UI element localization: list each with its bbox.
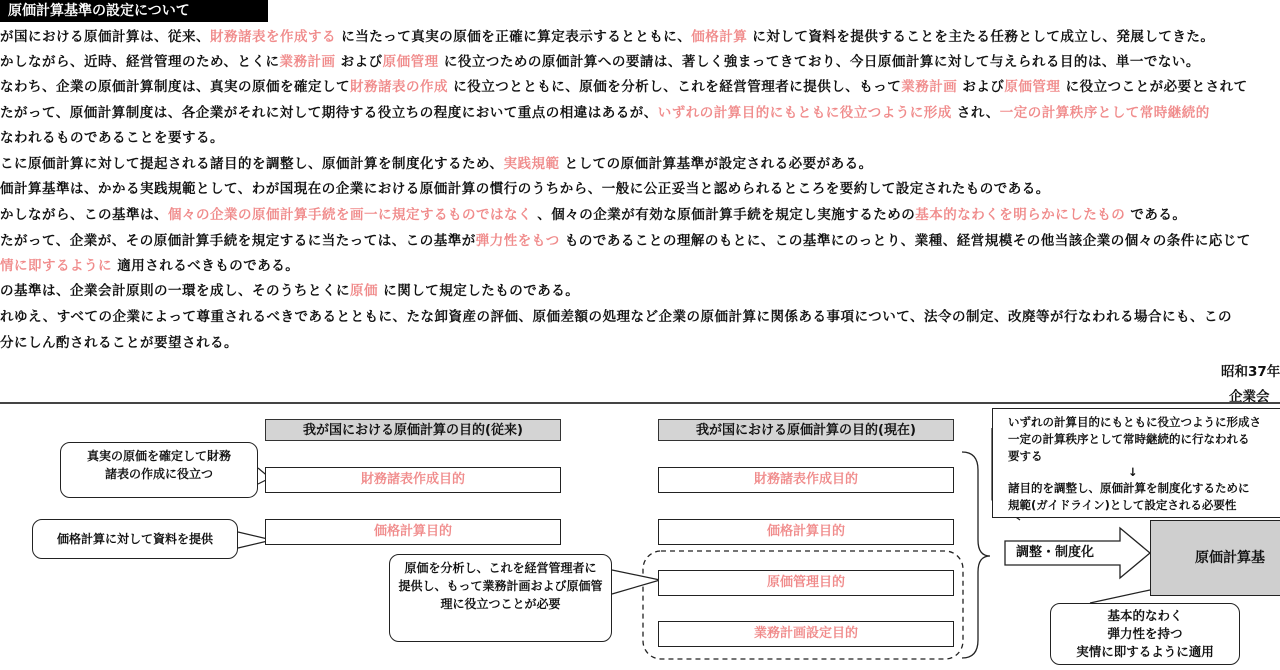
highlight-text: 原価: [350, 283, 378, 299]
text-span: 、個々の企業が有効な原価計算手続を規定し実施するための: [532, 207, 916, 223]
text-span: および: [335, 54, 383, 70]
callout-3-pointer: [612, 570, 660, 594]
down-arrow-icon: ↓: [1128, 465, 1138, 479]
text-span: 適用されるべきものである。: [112, 258, 300, 274]
brace: [962, 452, 990, 658]
text-span: かしながら、近時、経営管理のため、とくに: [0, 54, 280, 70]
highlight-text: 弾力性をもつ: [475, 233, 560, 249]
text-span: の基準は、企業会計原則の一環を成し、そのうちとくに: [0, 283, 350, 299]
highlight-text: 業務計画: [279, 54, 336, 70]
highlight-text: 財務諸表を作成する: [210, 29, 336, 45]
highlight-text: 財務諸表の作成: [350, 79, 448, 95]
bottom-connector: [1090, 590, 1150, 603]
right-note-line-5: 規範(ガイドライン)として設定される必要性: [1008, 498, 1237, 512]
page-title: 原価計算基準の設定について: [0, 0, 268, 22]
callout-pricing: 価格計算に対して資料を提供: [32, 519, 238, 559]
bottom-callout-line-3: 実情に即するように適用: [1076, 644, 1214, 659]
right-note-line-3: 要する: [1008, 449, 1043, 463]
left-box-pricing: 価格計算目的: [265, 519, 561, 545]
text-span: である。: [1125, 207, 1187, 223]
text-span: に役立つとともに、原価を分析し、これを経営管理者に提供し、もって: [448, 79, 902, 95]
highlight-text: 実践規範: [503, 156, 560, 172]
arrow-label: 調整・制度化: [1016, 545, 1095, 560]
callout-financial-line-2: 諸表の作成に役立つ: [104, 467, 213, 481]
text-span: れゆえ、すべての企業によって尊重されるべきであるとともに、たな卸資産の評価、原価差額の処理など企業の原価計算に関係ある事項について、法令の制定、改廃等が行なわれる場合にも、この: [0, 309, 1232, 325]
highlight-text: いずれの計算目的にもともに役立つように形成: [657, 105, 952, 121]
text-span: に役立つための原価計算への要請は、著しく強まってきており、今日原価計算に対して与えられる目的は、単一でない。: [438, 54, 1200, 70]
text-span: および: [957, 79, 1005, 95]
text-span: が国における原価計算は、従来、: [0, 29, 210, 45]
callout-cost-line-2: 提供し、もって業務計画および原価管: [398, 579, 603, 593]
text-span: に対して資料を提供することを主たる任務として成立し、発展してきた。: [747, 29, 1215, 45]
callout-financial: [60, 442, 258, 498]
bottom-callout-line-2: 弾力性を持つ: [1107, 626, 1183, 641]
mid-column-header: 我が国における原価計算の目的(現在): [658, 419, 954, 441]
callout-cost-line-1: 原価を分析し、これを経営管理者に: [404, 561, 597, 575]
highlight-text: 個々の企業の原価計算手続を画一に規定するものではなく: [168, 207, 532, 223]
highlight-text: 一定の計算秩序として常時継続的: [999, 105, 1210, 121]
signature-date: 昭和37年: [1221, 364, 1280, 380]
highlight-text: 基本的なわくを明らかにしたもの: [915, 207, 1126, 223]
text-span: としての原価計算基準が設定される必要がある。: [559, 156, 873, 172]
mid-box-cost-management: 原価管理目的: [658, 570, 954, 596]
text-span: なわち、企業の原価計算制度は、真実の原価を確定して: [0, 79, 350, 95]
bottom-callout: [1050, 603, 1240, 665]
left-box-financial: 財務諸表作成目的: [265, 467, 561, 493]
bottom-callout-line-1: 基本的なわく: [1107, 608, 1183, 623]
mid-box-financial: 財務諸表作成目的: [658, 467, 954, 493]
text-span: 分にしん酌されることが要望される。: [0, 335, 238, 351]
text-span: 価計算基準は、かかる実践規範として、わが国現在の企業における原価計算の慣行のうちから、一般に公正妥当と認められるところを要約して設定されたものである。: [0, 181, 1050, 197]
text-span: なわれるものであることを要する。: [0, 130, 224, 146]
result-box: 原価計算基: [1150, 520, 1280, 596]
callout-cost-analysis: [389, 554, 612, 642]
highlight-text: 原価管理: [1004, 79, 1061, 95]
callout-cost-line-3: 理に役立つことが必要: [440, 597, 561, 611]
mid-box-pricing: 価格計算目的: [658, 519, 954, 545]
highlight-text: 原価管理: [382, 54, 439, 70]
mid-box-business-planning: 業務計画設定目的: [658, 621, 954, 647]
callout-financial-line-1: 真実の原価を確定して財務: [86, 449, 231, 463]
highlight-text: 価格計算: [691, 29, 748, 45]
right-note-line-4: 諸目的を調整し、原価計算を制度化するために: [1008, 481, 1250, 495]
text-span: ものであることの理解のもとに、この基準にのっとり、業種、経営規模その他当該企業の個々の条件に応じて: [559, 233, 1251, 249]
text-span: こに原価計算に対して提起される諸目的を調整し、原価計算を制度化するため、: [0, 156, 504, 172]
right-note-line-2: 一定の計算秩序として常時継続的に行なわれる: [1008, 432, 1250, 446]
text-span: たがって、企業が、その原価計算手続を規定するに当たっては、この基準が: [0, 233, 476, 249]
text-span: に役立つことが必要とされて: [1060, 79, 1248, 95]
text-span: かしながら、この基準は、: [0, 207, 168, 223]
text-span: に関して規定したものである。: [378, 283, 580, 299]
highlight-text: 情に即するように: [0, 258, 112, 274]
text-span: に当たって真実の原価を正確に算定表示するとともに、: [336, 29, 692, 45]
text-span: たがって、原価計算制度は、各企業がそれに対して期待する役立ちの程度において重点の相違はあるが、: [0, 105, 658, 121]
text-span: され、: [951, 105, 1000, 121]
signature-org: 企業会: [1229, 389, 1270, 405]
highlight-text: 業務計画: [901, 79, 958, 95]
left-column-header: 我が国における原価計算の目的(従来): [265, 419, 561, 441]
right-note-line-1: いずれの計算目的にもともに役立つように形成さ: [1008, 415, 1261, 429]
